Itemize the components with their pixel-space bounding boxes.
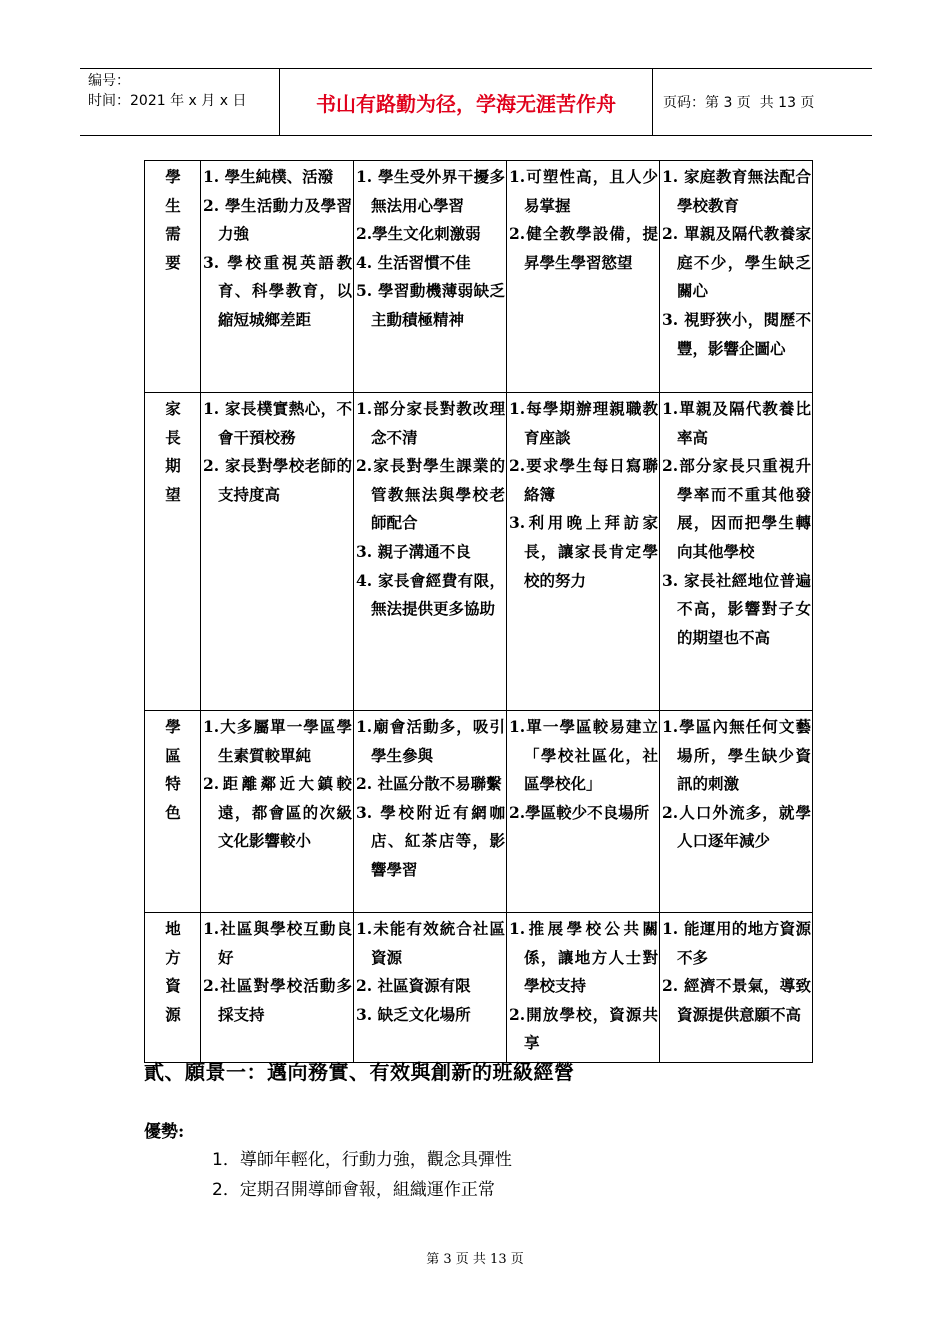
table-row <box>145 913 813 1063</box>
cell-item: 1. 能運用的地方資源不多 <box>662 919 811 967</box>
header-number-label: 编号： <box>88 73 130 89</box>
header-motto: 书山有路勤为径，学海无涯苦作舟 <box>280 69 653 135</box>
table-cell <box>201 711 354 913</box>
cell-item: 1.每學期辦理親職教育座談 <box>509 399 658 447</box>
row-header-char: 學 <box>165 717 181 736</box>
cell-item: 3. 家長社經地位普遍不高，影響對子女的期望也不高 <box>662 570 811 647</box>
cell-item: 2.人口外流多，就學人口逐年減少 <box>662 802 811 851</box>
cell-item: 3. 缺乏文化場所 <box>356 1004 471 1024</box>
page-header <box>80 68 872 136</box>
table-cell <box>201 913 354 1063</box>
header-date-label: 时间：2021 年 x 月 x 日 <box>88 93 247 109</box>
row-header-char: 長 <box>165 427 181 447</box>
cell-item: 2. 單親及隔代教養家庭不少，學生缺乏關心 <box>662 224 811 301</box>
row-header-char: 生 <box>165 195 181 215</box>
table-row <box>145 393 813 711</box>
cell-item: 1.大多屬單一學區學生素質較單純 <box>203 717 352 765</box>
header-page-box <box>653 69 872 135</box>
cell-item: 4. 家長會經費有限，無法提供更多協助 <box>356 570 505 619</box>
cell-item: 2. 家長對學校老師的支持度高 <box>203 456 352 504</box>
row-header <box>145 913 201 1063</box>
cell-item: 3. 學校重視英語教育、科學教育，以縮短城鄉差距 <box>203 252 352 329</box>
table-cell <box>354 161 507 393</box>
row-header-char: 方 <box>165 947 181 967</box>
table-cell <box>660 711 813 913</box>
cell-item: 2.要求學生每日寫聯絡簿 <box>509 456 658 504</box>
cell-item: 1.社區與學校互動良好 <box>203 919 352 967</box>
row-header-char: 家 <box>165 399 181 418</box>
cell-item: 4. 生活習慣不佳 <box>356 252 471 272</box>
strength-item: 2．定期召開導師會報，組織運作正常 <box>212 1180 495 1200</box>
cell-item: 2. 學生活動力及學習力強 <box>203 195 352 244</box>
table-row <box>145 161 813 393</box>
table-cell <box>507 161 660 393</box>
section-subtitle: 優勢: <box>144 1122 185 1142</box>
cell-item: 1.單親及隔代教養比率高 <box>662 399 811 447</box>
table-cell <box>201 393 354 711</box>
row-header-char: 區 <box>165 745 181 765</box>
cell-item: 1. 家長樸實熱心，不會干預校務 <box>203 399 352 447</box>
row-header <box>145 393 201 711</box>
cell-item: 2. 社區分散不易聯繫 <box>356 774 502 794</box>
table-cell <box>354 393 507 711</box>
cell-item: 1. 家庭教育無法配合學校教育 <box>662 167 811 215</box>
row-header-char: 資 <box>165 976 181 996</box>
cell-item: 1.學區內無任何文藝場所，學生缺少資訊的刺激 <box>662 717 811 794</box>
cell-item: 2. 經濟不景氣，導致資源提供意願不高 <box>662 976 811 1024</box>
table-cell <box>354 711 507 913</box>
row-header-char: 學 <box>165 167 181 186</box>
row-header-char: 地 <box>165 919 181 938</box>
cell-item: 1.部分家長對教改理念不清 <box>356 399 505 447</box>
analysis-table <box>144 160 813 1063</box>
table-cell <box>507 393 660 711</box>
row-header <box>145 161 201 393</box>
cell-item: 1.未能有效統合社區資源 <box>356 919 505 967</box>
table-cell <box>201 161 354 393</box>
page-footer: 第 3 页 共 13 页 <box>426 1252 524 1267</box>
row-header-char: 色 <box>165 802 181 822</box>
strength-item: 1．導師年輕化，行動力強，觀念具彈性 <box>212 1150 512 1170</box>
cell-item: 5. 學習動機薄弱缺乏主動積極精神 <box>356 281 505 329</box>
cell-item: 2.健全教學設備，提昇學生學習慾望 <box>509 224 658 272</box>
header-meta <box>80 69 280 135</box>
row-header-char: 需 <box>165 224 181 244</box>
cell-item: 2.學區較少不良場所 <box>509 802 650 822</box>
cell-item: 3. 親子溝通不良 <box>356 541 471 561</box>
table-cell <box>660 393 813 711</box>
row-header <box>145 711 201 913</box>
cell-item: 2.家長對學生課業的管教無法與學校老師配合 <box>356 456 505 533</box>
table-row <box>145 711 813 913</box>
cell-item: 2.距離鄰近大鎮較遠，都會區的次級文化影響較小 <box>203 774 352 851</box>
table-cell <box>660 913 813 1063</box>
row-header-char: 源 <box>165 1004 181 1024</box>
cell-item: 2.部分家長只重視升學率而不重其他發展，因而把學生轉向其他學校 <box>662 456 811 561</box>
cell-item: 3.利用晚上拜訪家長，讓家長肯定學校的努力 <box>509 513 658 590</box>
cell-item: 1.可塑性高，且人少易掌握 <box>509 167 658 215</box>
row-header-char: 特 <box>165 774 181 794</box>
cell-item: 2. 社區資源有限 <box>356 976 471 996</box>
cell-item: 3. 學校附近有網咖店、紅茶店等，影響學習 <box>356 802 505 879</box>
cell-item: 2.學生文化刺激弱 <box>356 224 481 244</box>
cell-item: 1.單一學區較易建立「學校社區化，社區學校化」 <box>509 717 658 794</box>
cell-item: 3. 視野狹小，閱歷不豐，影響企圖心 <box>662 309 811 358</box>
cell-item: 2.開放學校，資源共享 <box>509 1004 658 1053</box>
cell-item: 1.推展學校公共關係，讓地方人士對學校支持 <box>509 919 658 996</box>
cell-item: 1.廟會活動多，吸引學生參與 <box>356 717 505 765</box>
cell-item: 2.社區對學校活動多採支持 <box>203 976 352 1024</box>
header-page-label: 页码：第 3 页 共 13 页 <box>663 95 815 111</box>
row-header-char: 望 <box>165 484 181 504</box>
row-header-char: 要 <box>165 252 181 272</box>
cell-item: 1. 學生純樸、活潑 <box>203 167 334 186</box>
cell-item: 1. 學生受外界干擾多無法用心學習 <box>356 167 505 215</box>
table-cell <box>507 711 660 913</box>
table-cell <box>507 913 660 1063</box>
table-cell <box>354 913 507 1063</box>
section-title: 貳、願景一：邁向務實、有效與創新的班級經營 <box>144 1060 575 1084</box>
table-cell <box>660 161 813 393</box>
row-header-char: 期 <box>165 456 181 476</box>
